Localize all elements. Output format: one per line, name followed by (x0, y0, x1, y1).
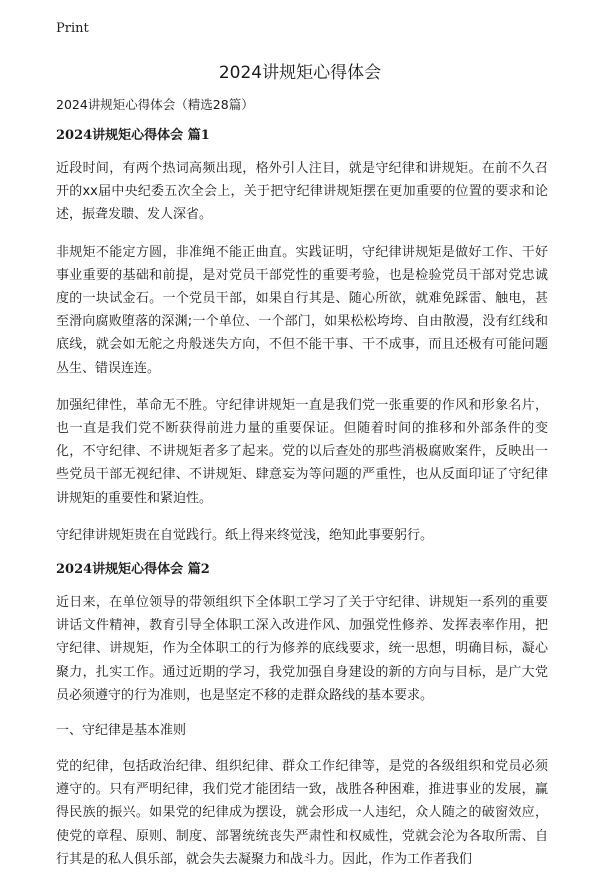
sub-heading: 一、守纪律是基本准则 (56, 723, 187, 739)
paragraph: 党的纪律，包括政治纪律、组织纪律、群众工作纪律等，是党的各级组织和党员必须遵守的。只有严明纪律，我们党才能团结一致，战胜各种困难，推进事业的发展，赢得民族的振兴。如果党的纪律成为摆设，就会形成一人违纪，众人随之的破窗效应，使党的章程、原则、制度、部署统统丧失严肃性和权威性，党就会沦为各取所需、自行其是的私人俱乐部，就会失去凝聚力和战斗力。因此，作为工作者我们 (56, 759, 548, 867)
paragraph: 加强纪律性，革命无不胜。守纪律讲规矩一直是我们党一张重要的作风和形象名片，也一直是我们党不断获得前进力量的重要保证。但随着时间的推移和外部条件的变化，不守纪律、不讲规矩者多了起来。党的以后查处的那些消极腐败案件，反映出一些党员干部无视纪律、不讲规矩、肆意妄为等问题的严重性，也从反面印证了守纪律讲规矩的重要性和紧迫性。 (56, 397, 548, 506)
paragraph: 守纪律讲规矩贵在自觉践行。纸上得来终觉浅，绝知此事要躬行。 (56, 527, 434, 543)
document-subtitle: 2024讲规矩心得体会（精选28篇） (56, 97, 254, 112)
paragraph: 近日来，在单位领导的带领组织下全体职工学习了关于守纪律、讲规矩一系列的重要讲话文件精神，教育引导全体职工深入改进作风、加强党性修养、发挥表率作用，把守纪律、讲规矩，作为全体职工的行为修养的底线要求，统一思想，明确目标，凝心聚力，扎实工作。通过近期的学习，我党加强自身建设的新的方向与目标，是广大党员必须遵守的行为准则，也是坚定不移的走群众路线的基本要求。 (56, 595, 548, 703)
print-link[interactable]: Print (56, 21, 89, 36)
document-title: 2024讲规矩心得体会 (218, 63, 382, 83)
section-heading-2: 2024讲规矩心得体会 篇2 (56, 562, 210, 578)
section-heading-1: 2024讲规矩心得体会 篇1 (56, 128, 210, 143)
paragraph: 非规矩不能定方圆，非准绳不能正曲直。实践证明，守纪律讲规矩是做好工作、干好事业重要的基础和前提，是对党员干部党性的重要考验，也是检验党员干部对党忠诚度的一块试金石。一个党员干部，如果自行其是、随心所欲，就难免踩雷、触电，甚至滑向腐败堕落的深渊;一个单位、一个部门，如果松松垮垮、自由散漫，没有红线和底线，就会如无舵之舟般迷失方向，不但不能干事、干不成事，而且还极有可能问题丛生、错误连连。 (56, 244, 548, 376)
paragraph: 近段时间，有两个热词高频出现，格外引人注目，就是守纪律和讲规矩。在前不久召开的xx届中央纪委五次全会上，关于把守纪律讲规矩摆在更加重要的位置的要求和论述，振聋发聩、发人深省。 (56, 161, 548, 223)
document-body (56, 96, 548, 885)
